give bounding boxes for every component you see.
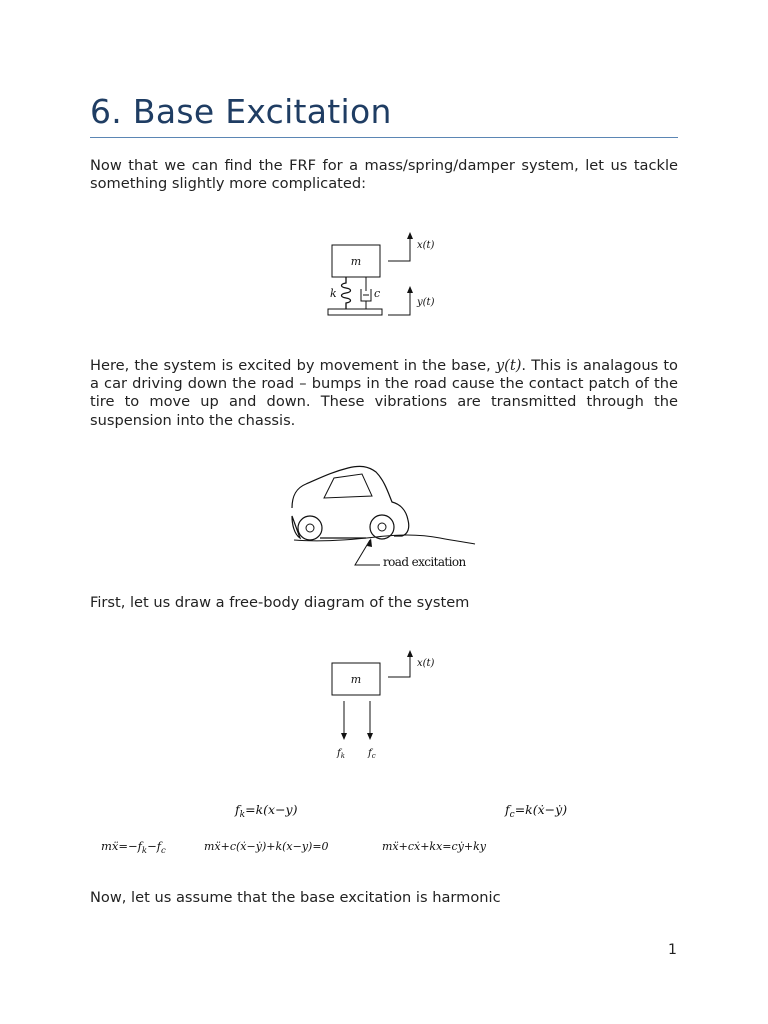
spring-force-label: $f_k$ <box>337 748 345 760</box>
arrowhead-icon <box>367 538 372 547</box>
paragraph-intro: Now that we can find the FRF for a mass/spring/damper system, let us tackle something slightly more complicated: <box>90 157 678 193</box>
page-number: 1 <box>668 942 677 958</box>
equation-substituted: mẍ+c(ẋ−ẏ)+k(x−y)=0 <box>204 840 329 853</box>
mass-label: m <box>350 255 362 268</box>
section-heading: 6. Base Excitation <box>90 92 392 131</box>
road-surface <box>294 535 475 544</box>
car-window <box>324 474 372 498</box>
arrowhead-icon <box>367 733 373 740</box>
text-run: Here, the system is excited by movement in the base, <box>90 357 496 374</box>
x-label: x(t) <box>417 240 435 251</box>
spring-label: k <box>330 287 337 300</box>
mass-spring-damper-diagram <box>320 225 450 325</box>
mass-label: m <box>350 673 362 686</box>
arrowhead-icon <box>407 232 413 239</box>
equations-block <box>90 795 690 860</box>
free-body-diagram <box>320 643 450 768</box>
arrowhead-icon <box>341 733 347 740</box>
paragraph-harmonic: Now, let us assume that the base excitation is harmonic <box>90 889 501 906</box>
heading-rule <box>90 137 678 138</box>
damper-force-label: $f_c$ <box>368 748 376 760</box>
symbol-y-t: y(t) <box>495 357 522 374</box>
callout-leader <box>355 540 380 565</box>
y-displacement-arrow <box>388 289 410 315</box>
damper <box>361 277 371 309</box>
equation-damper-force: $f_c=k(ẋ-ẏ)$ <box>505 802 568 820</box>
equation-spring-force: $f_k=k(x-y)$ <box>235 802 298 820</box>
damper-label: c <box>374 287 381 300</box>
equation-newton: $mẍ=-f_k-f_c$ <box>101 839 166 856</box>
x-label: x(t) <box>417 658 435 669</box>
road-excitation-caption: road excitation <box>383 555 466 569</box>
equation-rearranged: mẍ+cẋ+kx=cẏ+ky <box>382 840 486 853</box>
rear-hub <box>306 524 314 532</box>
spring <box>342 277 351 309</box>
y-label: y(t) <box>417 297 435 308</box>
moving-base <box>328 309 382 315</box>
x-displacement-arrow <box>388 653 410 677</box>
front-hub <box>378 523 386 531</box>
arrowhead-icon <box>407 286 413 293</box>
car-road-sketch <box>280 458 480 573</box>
paragraph-base-excitation <box>90 357 678 430</box>
arrowhead-icon <box>407 650 413 657</box>
x-displacement-arrow <box>388 235 410 261</box>
text-run: . This is analagous to a car driving down the road – bumps in the road cause the contact patch of the tire to move up and down. These vibrations are transmitted through the suspension into the chassis. <box>90 357 678 429</box>
paragraph-free-body: First, let us draw a free-body diagram of the system <box>90 594 470 611</box>
